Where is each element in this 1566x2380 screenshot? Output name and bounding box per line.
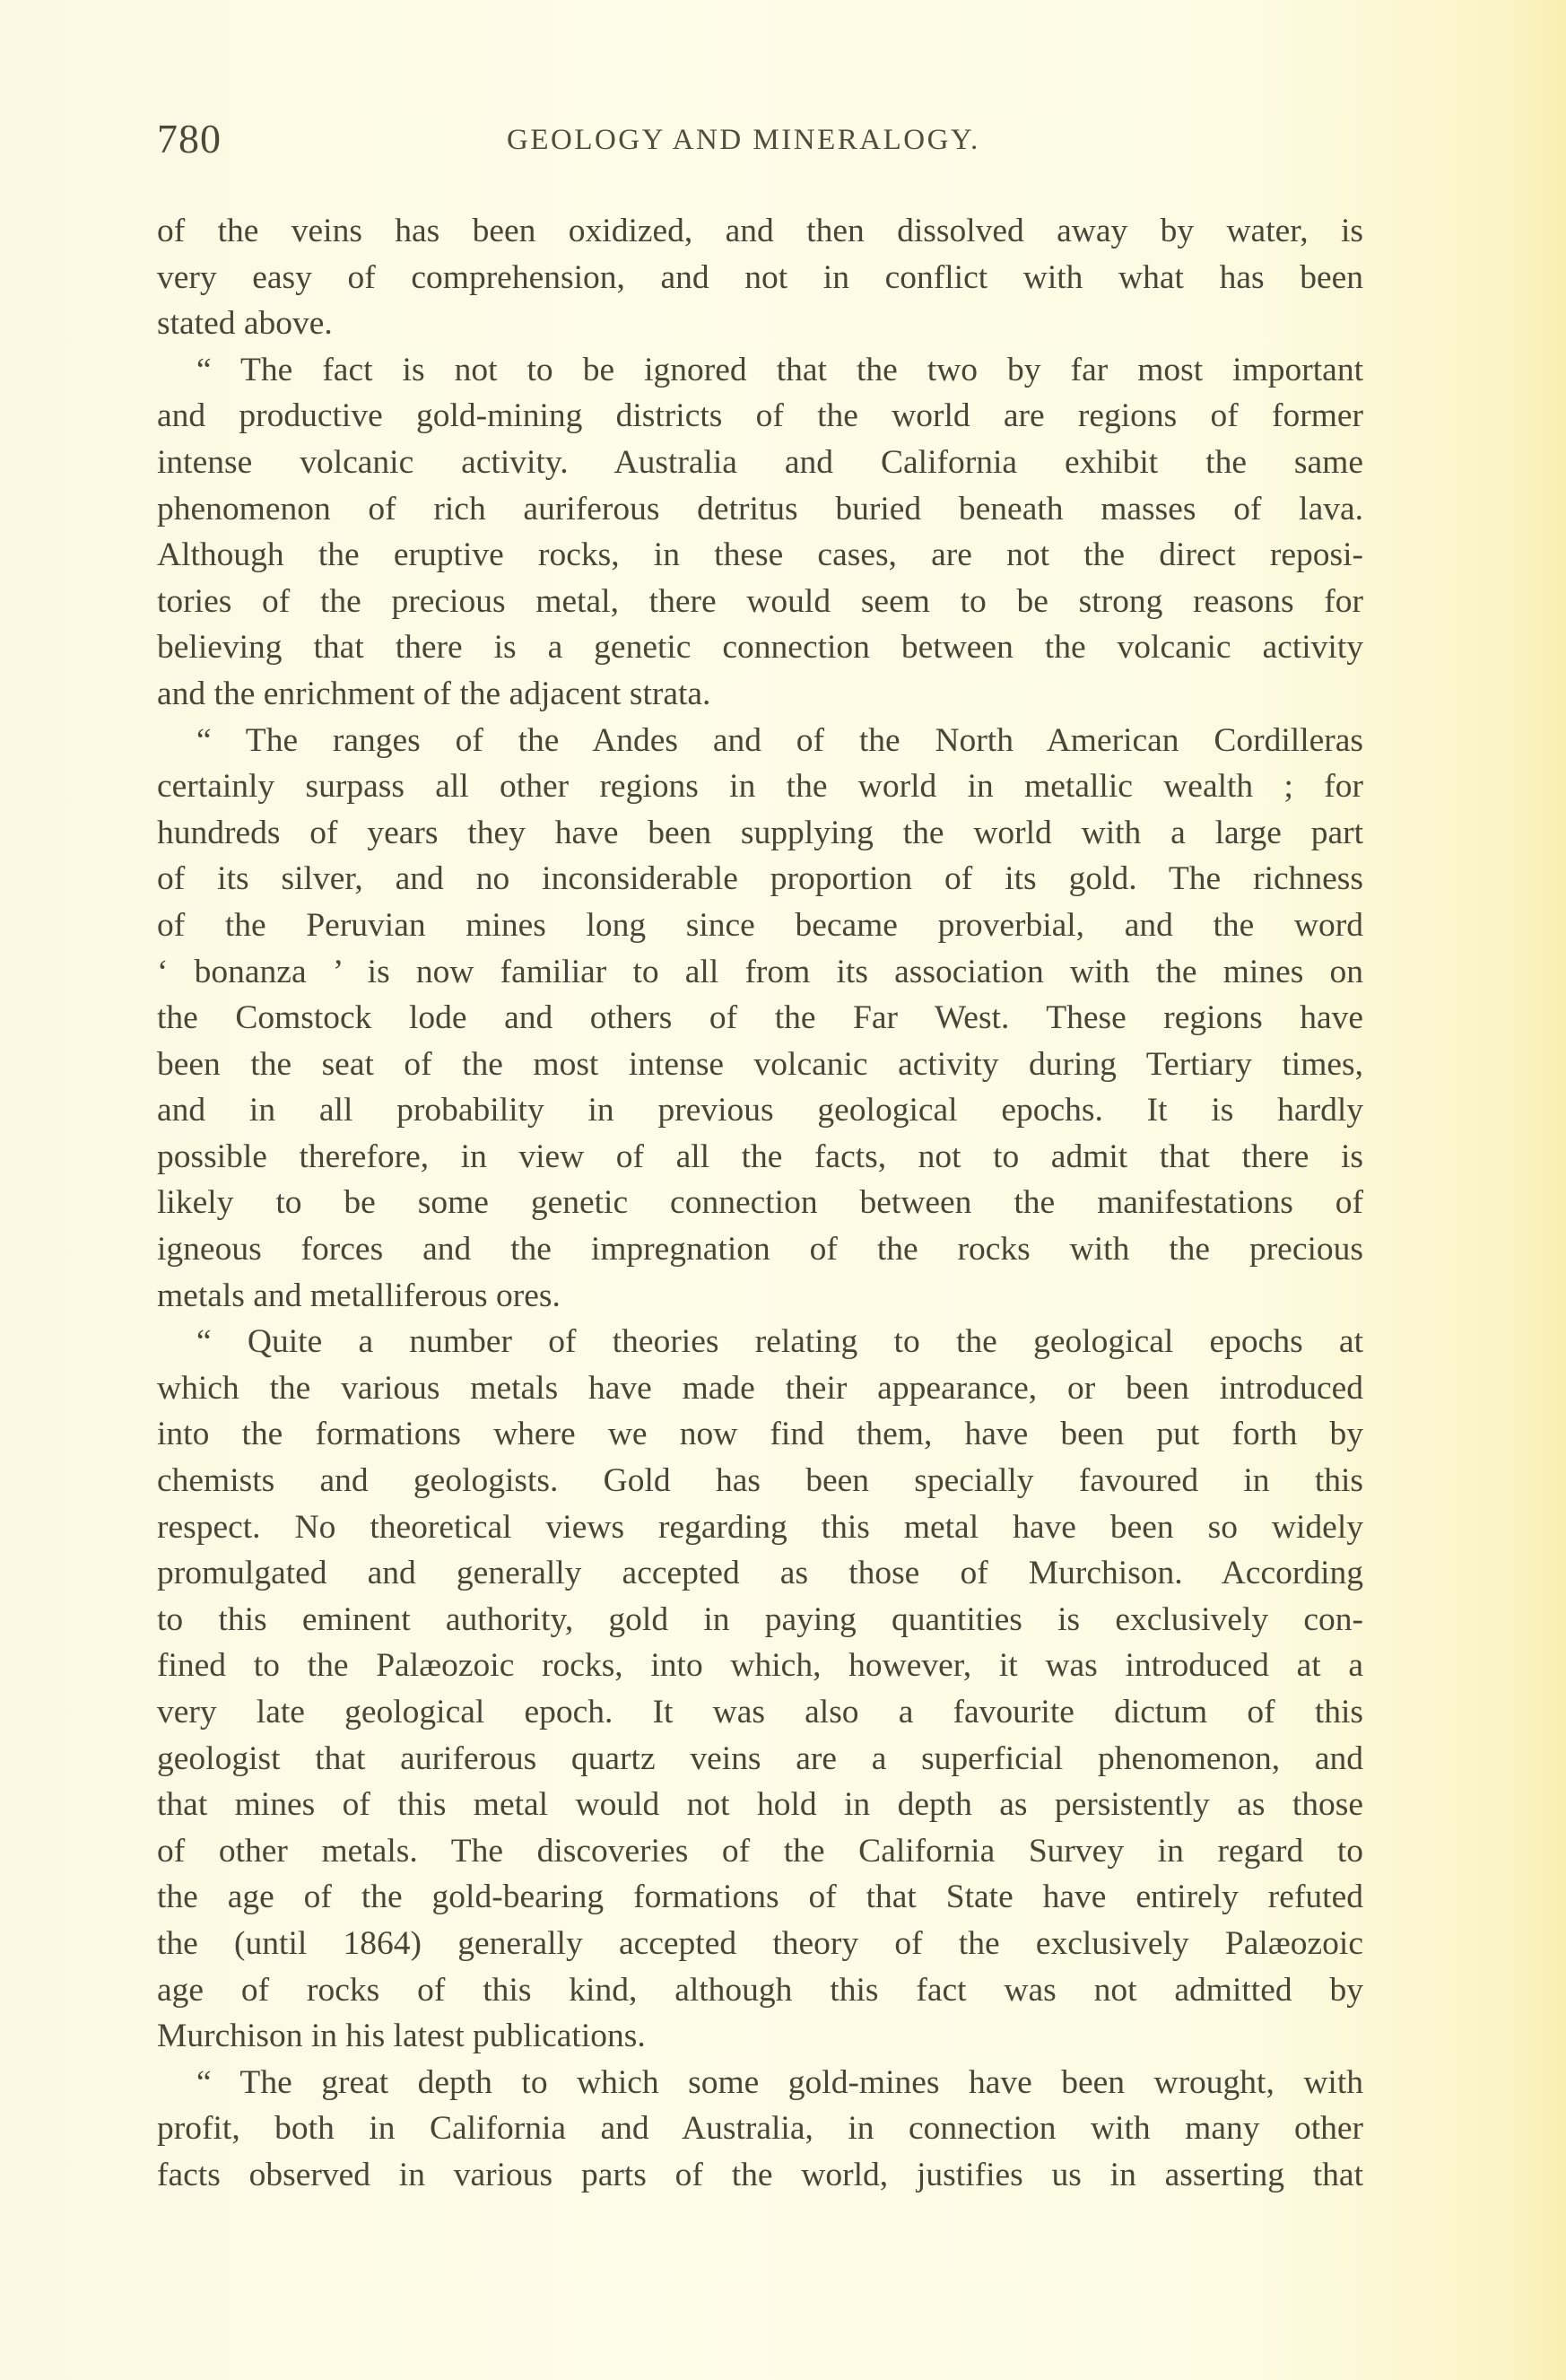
text-line: certainly surpass all other regions in the world in metallic wealth ; for bbox=[157, 768, 1363, 806]
text-line: intense volcanic activity. Australia and California exhibit the same bbox=[157, 443, 1363, 481]
text-line: “ The ranges of the Andes and of the North American Cordilleras bbox=[196, 721, 1363, 759]
text-line: “ The fact is not to be ignored that the two by far most important bbox=[196, 351, 1363, 388]
body-text bbox=[157, 208, 1363, 2199]
page-number: 780 bbox=[157, 116, 222, 161]
text-line: age of rocks of this kind, although this fact was not admitted by bbox=[157, 1971, 1363, 2009]
text-line: hundreds of years they have been supplying the world with a large part bbox=[157, 814, 1363, 851]
text-line: of other metals. The discoveries of the California Survey in regard to bbox=[157, 1832, 1363, 1870]
text-line: facts observed in various parts of the world, justifies us in asserting that bbox=[157, 2156, 1363, 2193]
text-line: the age of the gold-bearing formations of that State have entirely refuted bbox=[157, 1879, 1363, 1916]
paragraph-volcanic-activity bbox=[157, 347, 1363, 718]
text-line: that mines of this metal would not hold in depth as persistently as those bbox=[157, 1786, 1363, 1824]
text-line: the (until 1864) generally accepted theory of the exclusively Palæozoic bbox=[157, 1924, 1363, 1962]
text-line: respect. No theoretical views regarding this metal have been so widely bbox=[157, 1508, 1363, 1546]
text-line: of the Peruvian mines long since became proverbial, and the word bbox=[157, 906, 1363, 944]
text-line: the Comstock lode and others of the Far West. These regions have bbox=[157, 999, 1363, 1037]
text-line: phenomenon of rich auriferous detritus buried beneath masses of lava. bbox=[157, 490, 1363, 527]
text-line: of its silver, and no inconsiderable proportion of its gold. The richness bbox=[157, 860, 1363, 898]
text-line: very late geological epoch. It was also a favourite dictum of this bbox=[157, 1694, 1363, 1731]
text-line: “ Quite a number of theories relating to the geological epochs at bbox=[196, 1323, 1363, 1361]
text-line: tories of the precious metal, there would seem to be strong reasons for bbox=[157, 582, 1363, 620]
text-line: and productive gold-mining districts of the world are regions of former bbox=[157, 397, 1363, 435]
text-line: “ The great depth to which some gold-mines have been wrought, with bbox=[196, 2063, 1363, 2101]
text-line: fined to the Palæozoic rocks, into which, however, it was introduced at a bbox=[157, 1647, 1363, 1685]
text-line: into the formations where we now find them, have been put forth by bbox=[157, 1416, 1363, 1453]
running-head bbox=[157, 115, 1363, 169]
text-line: chemists and geologists. Gold has been specially favoured in this bbox=[157, 1462, 1363, 1500]
paragraph-great-depth bbox=[157, 2060, 1363, 2199]
paragraph-murchison-theories bbox=[157, 1319, 1363, 2060]
text-line: believing that there is a genetic connection between the volcanic activity bbox=[157, 629, 1363, 667]
text-line: and the enrichment of the adjacent strata. bbox=[157, 675, 711, 712]
text-line: profit, both in California and Australia, in connection with many other bbox=[157, 2110, 1363, 2148]
text-line: Although the eruptive rocks, in these cases, are not the direct reposi- bbox=[157, 536, 1363, 574]
text-line: ‘ bonanza ’ is now familiar to all from its association with the mines on bbox=[157, 953, 1363, 990]
text-line: likely to be some genetic connection between the manifestations of bbox=[157, 1184, 1363, 1222]
text-line: possible therefore, in view of all the facts, not to admit that there is bbox=[157, 1138, 1363, 1175]
text-line: been the seat of the most intense volcanic activity during Tertiary times, bbox=[157, 1045, 1363, 1083]
paragraph-andes-cordilleras bbox=[157, 718, 1363, 1320]
text-line: which the various metals have made their appearance, or been introduced bbox=[157, 1369, 1363, 1407]
text-line: metals and metalliferous ores. bbox=[157, 1277, 561, 1314]
text-line: igneous forces and the impregnation of the rocks with the precious bbox=[157, 1231, 1363, 1268]
text-line: and in all probability in previous geological epochs. It is hardly bbox=[157, 1092, 1363, 1129]
text-line: of the veins has been oxidized, and then dissolved away by water, is bbox=[157, 213, 1363, 249]
text-line: geologist that auriferous quartz veins are a superficial phenomenon, and bbox=[157, 1739, 1363, 1777]
text-line: stated above. bbox=[157, 305, 333, 343]
text-line: Murchison in his latest publications. bbox=[157, 2018, 646, 2055]
text-line: promulgated and generally accepted as those of Murchison. According bbox=[157, 1555, 1363, 1592]
running-title: GEOLOGY AND MINERALOGY. bbox=[507, 124, 980, 156]
text-line: very easy of comprehension, and not in conflict with what has been bbox=[157, 258, 1363, 296]
paragraph-continuation bbox=[157, 208, 1363, 347]
text-line: to this eminent authority, gold in paying quantities is exclusively con- bbox=[157, 1600, 1363, 1638]
